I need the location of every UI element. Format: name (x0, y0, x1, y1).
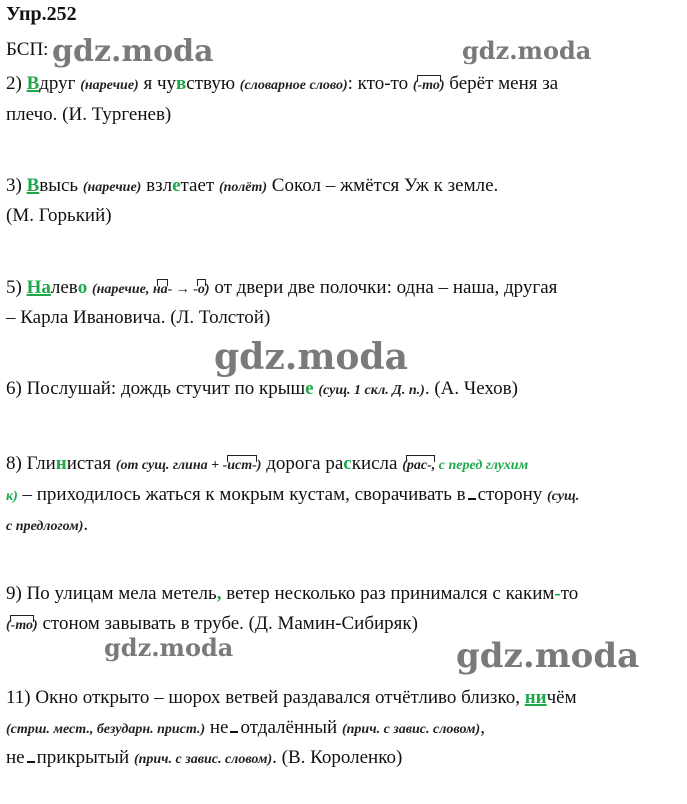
watermark: gdz.moda (214, 336, 408, 378)
text-line: – Карла Ивановича. (Л. Толстой) (6, 307, 271, 328)
watermark: gdz.moda (104, 633, 234, 662)
watermark: gdz.moda (462, 36, 592, 65)
text-line: 6) Послушай: дождь стучит по крыше (сущ. 1 скл. Д. п.). (А. Чехов) (6, 378, 518, 399)
text-line: 11) Окно открыто – шорох ветвей раздавался отчётливо близко, ничём (6, 687, 577, 708)
text-line: к) – приходилось жаться к мокрым кустам, сворачивать в сторону (сущ. (6, 484, 580, 505)
text-line: плечо. (И. Тургенев) (6, 104, 172, 125)
text-line: 5) Налево (наречие, на- → -о) от двери две полочки: одна – наша, другая (6, 277, 558, 298)
text-line: 3) Ввысь (наречие) взлетает (полёт) Сокол – жмётся Уж к земле. (6, 175, 499, 196)
text-line: 8) Глинистая (от сущ. глина + -ист-) дорога раскисла (рас-, с перед глухим (6, 453, 529, 474)
bsp-label: БСП: (6, 39, 49, 60)
text-line: (стрш. мест., безударн. прист.) не отдалённый (прич. с завис. словом), (6, 717, 485, 738)
watermark: gdz.moda (52, 34, 214, 69)
watermark: gdz.moda (456, 636, 640, 676)
text-line: 2) Вдруг (наречие) я чувствую (словарное слово): кто-то (-то) берёт меня за (6, 73, 559, 94)
text-line: 9) По улицам мела метель, ветер несколько раз принимался с каким-то (6, 583, 579, 604)
exercise-title: Упр.252 (6, 3, 77, 25)
text-line: не прикрытый (прич. с завис. словом). (В. Короленко) (6, 747, 403, 768)
text-line: с предлогом). (6, 514, 89, 535)
text-line: (-то) стоном завывать в трубе. (Д. Мамин-Сибиряк) (6, 613, 418, 634)
text-line: (М. Горький) (6, 205, 112, 226)
